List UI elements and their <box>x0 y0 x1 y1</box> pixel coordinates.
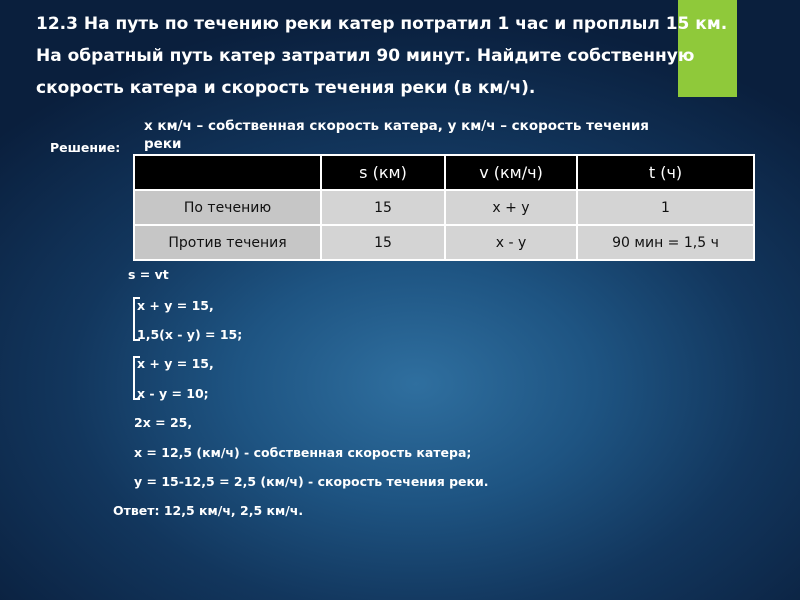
answer-line: Ответ: 12,5 км/ч, 2,5 км/ч. <box>113 503 304 518</box>
system1-equation1: x + y = 15, <box>137 298 214 313</box>
variables-note-line: x км/ч – собственная скорость катера, y км/ч – скорость течения <box>144 118 649 134</box>
system2-equation1: x + y = 15, <box>137 356 214 371</box>
system2-equation2: x - y = 10; <box>137 386 209 401</box>
table-cell-time: 1 <box>577 190 754 225</box>
sum-step: 2x = 25, <box>134 415 193 430</box>
table-cell-speed: x + y <box>445 190 577 225</box>
solution-label: Решение: <box>50 140 121 155</box>
table-header-cell: s (км) <box>321 155 445 190</box>
problem-line: На обратный путь катер затратил 90 минут. Найдите собственную <box>36 46 695 66</box>
table-cell-distance: 15 <box>321 225 445 260</box>
table-cell-direction: Против течения <box>134 225 321 260</box>
table-header-cell: v (км/ч) <box>445 155 577 190</box>
formula-step: s = vt <box>128 267 169 282</box>
table-cell-direction: По течению <box>134 190 321 225</box>
table-header-cell: t (ч) <box>577 155 754 190</box>
problem-line: 12.3 На путь по течению реки катер потратил 1 час и проплыл 15 км. <box>36 14 728 34</box>
table-cell-distance: 15 <box>321 190 445 225</box>
y-result-step: y = 15-12,5 = 2,5 (км/ч) - скорость течения реки. <box>134 474 489 489</box>
problem-line: скорость катера и скорость течения реки (в км/ч). <box>36 78 536 98</box>
x-result-step: x = 12,5 (км/ч) - собственная скорость катера; <box>134 445 472 460</box>
variables-note-line: реки <box>144 136 182 152</box>
table-cell-speed: x - y <box>445 225 577 260</box>
table-cell-time: 90 мин = 1,5 ч <box>577 225 754 260</box>
system1-equation2: 1,5(x - y) = 15; <box>137 327 243 342</box>
